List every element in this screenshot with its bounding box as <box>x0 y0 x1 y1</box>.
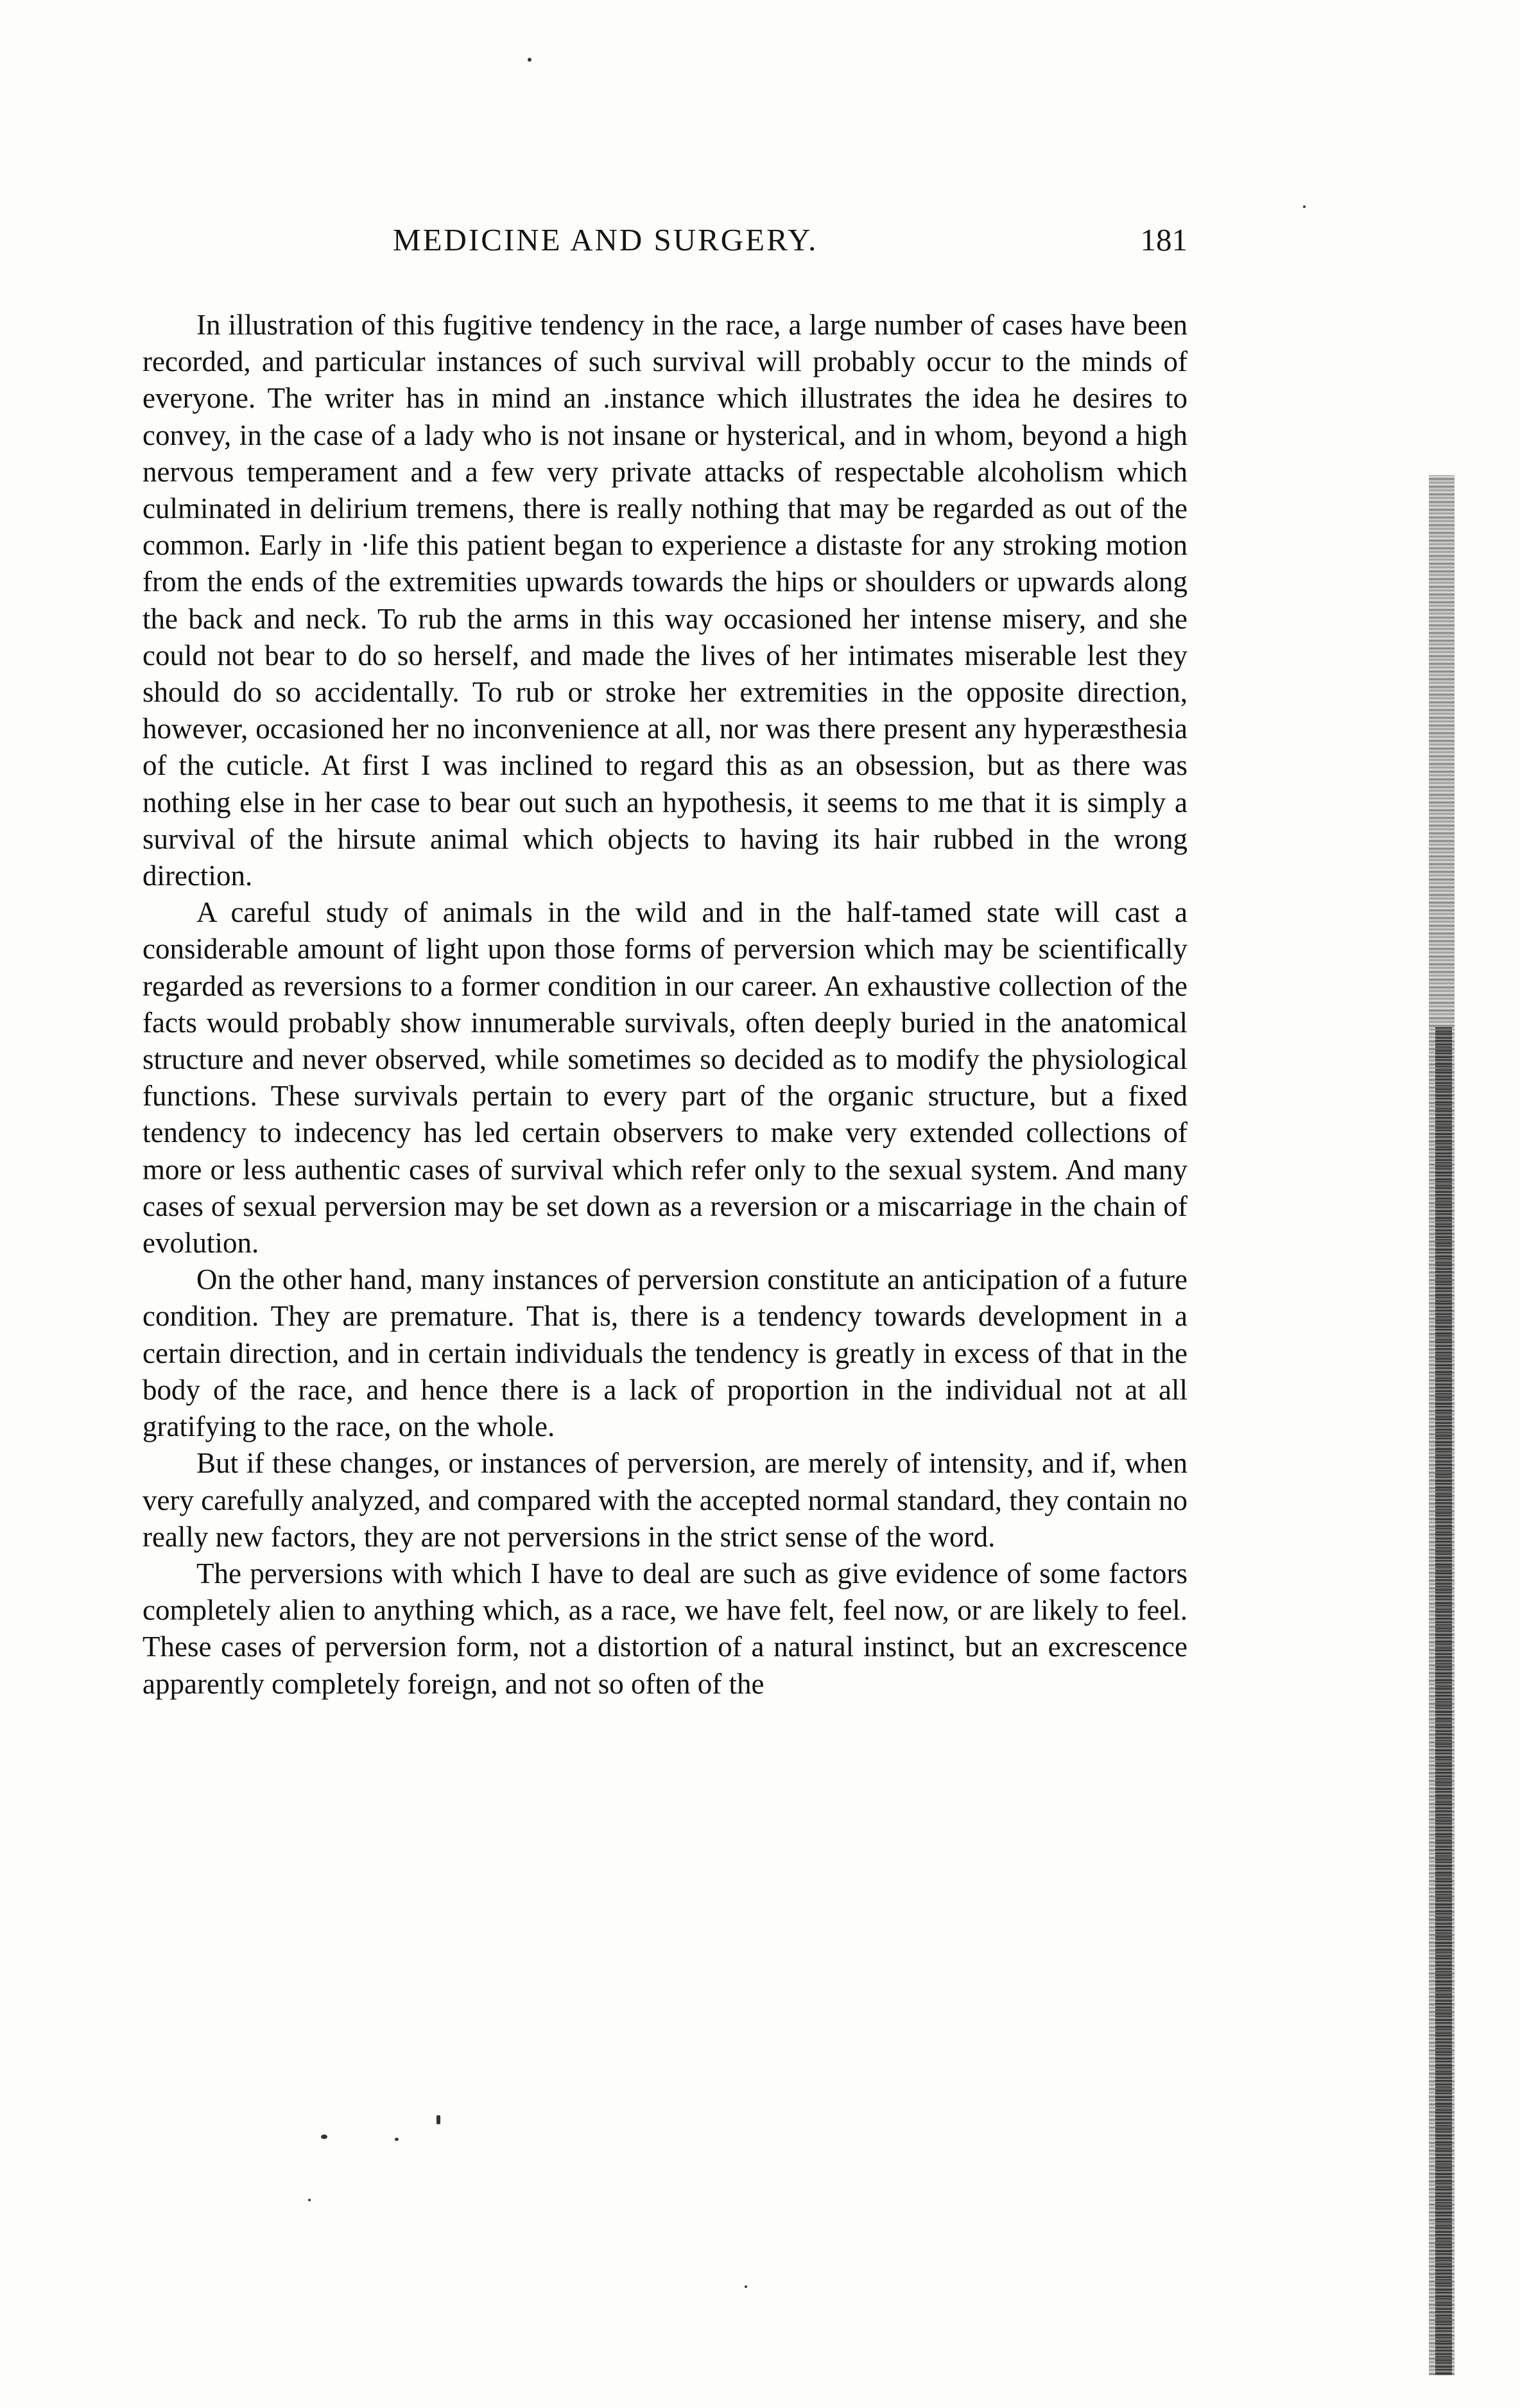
scan-speck <box>395 2138 399 2141</box>
paragraph-4: But if these changes, or instances of perversion, are merely of intensity, and if, when very carefully analyzed, and compared with the accepted normal standard, they contain no really new factors, they are not perversions in the strict sense of the word. <box>142 1447 1188 1553</box>
page-number: 181 <box>1140 222 1188 257</box>
scan-speck <box>528 58 531 62</box>
page-header <box>142 221 1188 273</box>
paragraph-1: In illustration of this fugitive tendency in the race, a large number of cases have been recorded, and particular instances of such survival will probably occur to the minds of everyone. The writer has in mind an .instance which illustrates the idea he desires to convey, in the case of a lady who is not insane or hysterical, and in whom, beyond a high nervous temperament and a few very private attacks of respectable alcoholism which culminated in delirium tremens, there is really nothing that may be regarded as out of the common. Early in ·life this patient began to experience a distaste for any stroking motion from the ends of the extremities upwards towards the hips or shoulders or upwards along the back and neck. To rub the arms in this way occasioned her intense misery, and she could not bear to do so herself, and made the lives of her intimates miserable lest they should do so accidentally. To rub or stroke her extremities in the opposite direction, however, occasioned her no inconvenience at all, nor was there present any hyperæsthesia of the cuticle. At first I was inclined to regard this as an obsession, but as there was nothing else in her case to bear out such an hypothesis, it seems to me that it is simply a survival of the hirsute animal which objects to having its hair rubbed in the wrong direction. <box>142 309 1188 892</box>
paragraph-2: A careful study of animals in the wild and in the half-tamed state will cast a considerable amount of light upon those forms of perversion which may be scientifically regarded as reversions to a former condition in our career. An exhaustive collection of the facts would probably show innumerable survivals, often deeply buried in the anatomical structure and never observed, while sometimes so decided as to modify the physiological functions. These survivals pertain to every part of the organic structure, but a fixed tendency to indecency has led certain observers to make very extended collections of more or less authentic cases of survival which refer only to the sexual system. And many cases of sexual perversion may be set down as a reversion or a miscarriage in the chain of evolution. <box>142 896 1188 1260</box>
scan-speck <box>745 2285 747 2288</box>
running-title: MEDICINE AND SURGERY. <box>393 222 818 257</box>
scan-speck <box>308 2199 311 2201</box>
scan-speck <box>1303 205 1306 208</box>
scan-speck <box>436 2115 440 2124</box>
body-text <box>142 307 1188 1702</box>
paragraph-3: On the other hand, many instances of perversion constitute an anticipation of a future condition. They are premature. That is, there is a tendency towards development in a certain direction, and in certain individuals the tendency is greatly in excess of that in the body of the race, and hence there is a lack of proportion in the individual not at all gratifying to the race, on the whole. <box>142 1263 1188 1443</box>
paragraph-5: The perversions with which I have to deal are such as give evidence of some factors completely alien to anything which, as a race, we have felt, feel now, or are likely to feel. These cases of perversion form, not a distortion of a natural instinct, but an excrescence apparently completely foreign, and not so often of the <box>142 1557 1188 1700</box>
scan-gutter-edge <box>1435 1027 1452 2375</box>
scan-speck <box>321 2135 327 2139</box>
